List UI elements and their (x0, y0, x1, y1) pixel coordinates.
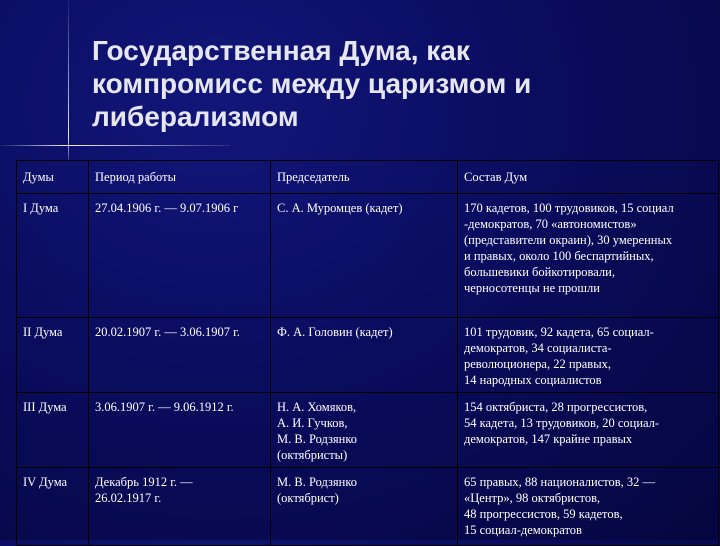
slide-title-line: либерализмом (92, 101, 299, 132)
cell-chair (271, 194, 458, 318)
cell-composition (458, 318, 719, 393)
cell-duma-line: II Дума (23, 325, 63, 339)
cell-duma-line: III Дума (23, 400, 67, 414)
table-row (17, 318, 719, 393)
cell-period (89, 194, 271, 318)
cell-duma-line: I Дума (23, 201, 59, 215)
slide-title-line: компромисс между царизмом и (92, 68, 532, 99)
cell-duma (17, 194, 89, 318)
cell-chair-line: А. И. Гучков, (277, 416, 348, 430)
cell-chair-line: М. В. Родзянко (277, 475, 358, 489)
cell-composition-line: -демократов, 70 «автономистов» (464, 217, 637, 231)
cell-composition-line: большевики бойкотировали, (464, 265, 615, 279)
decorative-vertical-line (68, 0, 69, 160)
cell-period (89, 393, 271, 468)
cell-duma (17, 393, 89, 468)
cell-duma-line: IV Дума (23, 475, 68, 489)
table-row (17, 194, 719, 318)
cell-period (89, 318, 271, 393)
cell-composition-line: демократов, 34 социалиста- (464, 341, 612, 355)
cell-composition-line: 54 кадета, 13 трудовиков, 20 социал- (464, 416, 660, 430)
cell-chair-line: С. А. Муромцев (кадет) (277, 201, 403, 215)
cell-composition-line: и правых, около 100 беспартийных, (464, 249, 654, 263)
cell-composition-line: 15 социал-демократов (464, 523, 582, 537)
cell-chair-line: (октябрист) (277, 491, 339, 505)
cell-composition-line: «Центр», 98 октябристов, (464, 491, 601, 505)
cell-composition-line: демократов, 147 крайне правых (464, 432, 633, 446)
table-row (17, 468, 719, 546)
cell-composition-line: 170 кадетов, 100 трудовиков, 15 социал (464, 201, 674, 215)
cell-composition-line: 154 октябриста, 28 прогрессистов, (464, 400, 648, 414)
cell-chair-line: М. В. Родзянко (277, 432, 358, 446)
table-header-row (17, 161, 719, 194)
cell-duma (17, 468, 89, 546)
cell-composition-line: черносотенцы не прошли (464, 281, 600, 295)
cell-chair-line: Н. А. Хомяков, (277, 400, 357, 414)
header-chair: Председатель (271, 161, 458, 194)
cell-period (89, 468, 271, 546)
cell-period-line: 27.04.1906 г. — 9.07.1906 г (95, 201, 239, 215)
cell-composition (458, 468, 719, 546)
cell-chair (271, 318, 458, 393)
cell-chair (271, 468, 458, 546)
cell-composition-line: революционера, 22 правых, (464, 357, 611, 371)
decorative-horizontal-line (0, 145, 230, 146)
cell-composition-line: 48 прогрессистов, 59 кадетов, (464, 507, 623, 521)
cell-composition-line: 14 народных социалистов (464, 373, 602, 387)
cell-composition (458, 393, 719, 468)
cell-period-line: Декабрь 1912 г. — (95, 475, 193, 489)
slide-title (92, 34, 692, 133)
cell-period-line: 20.02.1907 г. — 3.06.1907 г. (95, 325, 240, 339)
duma-table (16, 160, 719, 546)
cell-composition (458, 194, 719, 318)
cell-duma (17, 318, 89, 393)
cell-composition-line: (представители окраин), 30 умеренных (464, 233, 673, 247)
cell-chair (271, 393, 458, 468)
cell-composition-line: 65 правых, 88 националистов, 32 — (464, 475, 656, 489)
cell-composition-line: 101 трудовик, 92 кадета, 65 социал- (464, 325, 654, 339)
header-period: Период работы (89, 161, 271, 194)
table-row (17, 393, 719, 468)
cell-period-line: 3.06.1907 г. — 9.06.1912 г. (95, 400, 234, 414)
slide-title-line: Государственная Дума, как (92, 35, 470, 66)
header-composition: Состав Дум (458, 161, 719, 194)
cell-period-line: 26.02.1917 г. (95, 491, 162, 505)
cell-chair-line: Ф. А. Головин (кадет) (277, 325, 393, 339)
cell-chair-line: (октябристы) (277, 448, 348, 462)
header-duma: Думы (17, 161, 89, 194)
